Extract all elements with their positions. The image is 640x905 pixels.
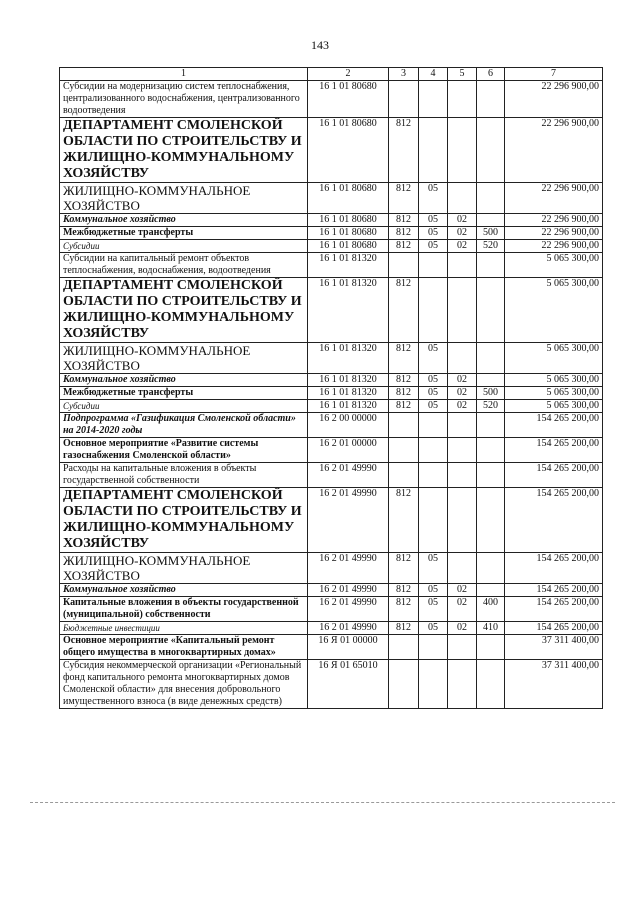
scan-edge-line — [30, 802, 615, 803]
amount-cell: 22 296 900,00 — [505, 240, 603, 253]
admin-code-cell: 812 — [389, 214, 419, 227]
target-code-cell: 16 1 01 80680 — [308, 81, 389, 118]
target-code-cell: 16 Я 01 00000 — [308, 635, 389, 660]
item-name-cell: Субсидии — [60, 400, 308, 413]
section-cell — [419, 118, 448, 183]
section-cell: 05 — [419, 584, 448, 597]
table-row — [60, 240, 603, 253]
expense-type-cell — [477, 413, 505, 438]
expense-type-cell: 400 — [477, 597, 505, 622]
table-row — [60, 553, 603, 584]
admin-code-cell — [389, 81, 419, 118]
subsection-cell — [448, 635, 477, 660]
section-cell — [419, 253, 448, 278]
expense-type-cell — [477, 553, 505, 584]
item-name-cell: Межбюджетные трансферты — [60, 227, 308, 240]
section-cell — [419, 438, 448, 463]
item-name-cell: ДЕПАРТАМЕНТ СМОЛЕНСКОЙ ОБЛАСТИ ПО СТРОИТЕЛЬСТВУ И ЖИЛИЩНО-КОММУНАЛЬНОМУ ХОЗЯЙСТВУ — [60, 118, 308, 183]
subsection-cell — [448, 118, 477, 183]
amount-cell: 154 265 200,00 — [505, 622, 603, 635]
subsection-cell — [448, 183, 477, 214]
table-row — [60, 463, 603, 488]
table-row — [60, 413, 603, 438]
expense-type-cell — [477, 81, 505, 118]
table-row — [60, 118, 603, 183]
target-code-cell: 16 2 01 00000 — [308, 438, 389, 463]
target-code-cell: 16 1 01 81320 — [308, 400, 389, 413]
header-cell: 2 — [308, 68, 389, 81]
target-code-cell: 16 2 00 00000 — [308, 413, 389, 438]
item-name-cell: Субсидия некоммерческой организации «Региональный фонд капитального ремонта многоквартирных домов Смоленской области» для внесения добровольного имущественного взноса (в виде денежных средств) — [60, 660, 308, 709]
subsection-cell: 02 — [448, 374, 477, 387]
header-cell: 3 — [389, 68, 419, 81]
section-cell: 05 — [419, 374, 448, 387]
admin-code-cell: 812 — [389, 183, 419, 214]
header-row — [60, 68, 603, 81]
section-cell — [419, 463, 448, 488]
expense-type-cell: 410 — [477, 622, 505, 635]
subsection-cell — [448, 553, 477, 584]
amount-cell: 154 265 200,00 — [505, 438, 603, 463]
admin-code-cell: 812 — [389, 400, 419, 413]
expense-type-cell — [477, 278, 505, 343]
target-code-cell: 16 1 01 80680 — [308, 214, 389, 227]
expense-type-cell — [477, 214, 505, 227]
expense-type-cell — [477, 438, 505, 463]
section-cell: 05 — [419, 597, 448, 622]
header-cell: 6 — [477, 68, 505, 81]
item-name-cell: ЖИЛИЩНО-КОММУНАЛЬНОЕ ХОЗЯЙСТВО — [60, 343, 308, 374]
item-name-cell: Межбюджетные трансферты — [60, 387, 308, 400]
table-row — [60, 438, 603, 463]
amount-cell: 37 311 400,00 — [505, 660, 603, 709]
target-code-cell: 16 1 01 80680 — [308, 227, 389, 240]
table-row — [60, 343, 603, 374]
section-cell — [419, 81, 448, 118]
subsection-cell — [448, 438, 477, 463]
admin-code-cell — [389, 413, 419, 438]
section-cell: 05 — [419, 400, 448, 413]
admin-code-cell: 812 — [389, 118, 419, 183]
item-name-cell: ЖИЛИЩНО-КОММУНАЛЬНОЕ ХОЗЯЙСТВО — [60, 183, 308, 214]
header-cell: 4 — [419, 68, 448, 81]
expense-type-cell: 520 — [477, 400, 505, 413]
table-row — [60, 278, 603, 343]
amount-cell: 5 065 300,00 — [505, 374, 603, 387]
subsection-cell: 02 — [448, 597, 477, 622]
subsection-cell: 02 — [448, 387, 477, 400]
amount-cell: 5 065 300,00 — [505, 278, 603, 343]
expense-type-cell — [477, 118, 505, 183]
item-name-cell: Основное мероприятие «Развитие системы газоснабжения Смоленской области» — [60, 438, 308, 463]
admin-code-cell: 812 — [389, 597, 419, 622]
target-code-cell: 16 2 01 49990 — [308, 597, 389, 622]
expense-type-cell — [477, 488, 505, 553]
amount-cell: 22 296 900,00 — [505, 227, 603, 240]
section-cell: 05 — [419, 214, 448, 227]
target-code-cell: 16 1 01 81320 — [308, 278, 389, 343]
expense-type-cell: 500 — [477, 387, 505, 400]
section-cell: 05 — [419, 622, 448, 635]
admin-code-cell: 812 — [389, 584, 419, 597]
expense-type-cell — [477, 660, 505, 709]
target-code-cell: 16 2 01 49990 — [308, 488, 389, 553]
amount-cell: 22 296 900,00 — [505, 214, 603, 227]
header-cell: 1 — [60, 68, 308, 81]
admin-code-cell — [389, 635, 419, 660]
header-cell: 5 — [448, 68, 477, 81]
table-row — [60, 183, 603, 214]
item-name-cell: Субсидии на капитальный ремонт объектов теплоснабжения, водоснабжения, водоотведения — [60, 253, 308, 278]
section-cell — [419, 660, 448, 709]
section-cell — [419, 413, 448, 438]
item-name-cell: Коммунальное хозяйство — [60, 374, 308, 387]
table-row — [60, 214, 603, 227]
section-cell — [419, 488, 448, 553]
expense-type-cell — [477, 463, 505, 488]
subsection-cell: 02 — [448, 584, 477, 597]
expense-type-cell — [477, 343, 505, 374]
amount-cell: 154 265 200,00 — [505, 488, 603, 553]
table-row — [60, 488, 603, 553]
table-row — [60, 387, 603, 400]
table-row — [60, 374, 603, 387]
amount-cell: 154 265 200,00 — [505, 463, 603, 488]
amount-cell: 154 265 200,00 — [505, 584, 603, 597]
item-name-cell: ДЕПАРТАМЕНТ СМОЛЕНСКОЙ ОБЛАСТИ ПО СТРОИТЕЛЬСТВУ И ЖИЛИЩНО-КОММУНАЛЬНОМУ ХОЗЯЙСТВУ — [60, 278, 308, 343]
target-code-cell: 16 1 01 81320 — [308, 343, 389, 374]
item-name-cell: ДЕПАРТАМЕНТ СМОЛЕНСКОЙ ОБЛАСТИ ПО СТРОИТЕЛЬСТВУ И ЖИЛИЩНО-КОММУНАЛЬНОМУ ХОЗЯЙСТВУ — [60, 488, 308, 553]
amount-cell: 5 065 300,00 — [505, 387, 603, 400]
subsection-cell: 02 — [448, 622, 477, 635]
section-cell: 05 — [419, 343, 448, 374]
target-code-cell: 16 2 01 49990 — [308, 553, 389, 584]
amount-cell: 22 296 900,00 — [505, 183, 603, 214]
target-code-cell: 16 1 01 80680 — [308, 183, 389, 214]
target-code-cell: 16 1 01 81320 — [308, 253, 389, 278]
table-row — [60, 622, 603, 635]
expense-type-cell: 520 — [477, 240, 505, 253]
amount-cell: 5 065 300,00 — [505, 253, 603, 278]
item-name-cell: Субсидии — [60, 240, 308, 253]
section-cell: 05 — [419, 183, 448, 214]
target-code-cell: 16 1 01 81320 — [308, 387, 389, 400]
admin-code-cell: 812 — [389, 387, 419, 400]
target-code-cell: 16 Я 01 65010 — [308, 660, 389, 709]
target-code-cell: 16 2 01 49990 — [308, 622, 389, 635]
admin-code-cell — [389, 660, 419, 709]
section-cell: 05 — [419, 553, 448, 584]
amount-cell: 37 311 400,00 — [505, 635, 603, 660]
admin-code-cell: 812 — [389, 343, 419, 374]
section-cell: 05 — [419, 227, 448, 240]
table-row — [60, 253, 603, 278]
admin-code-cell: 812 — [389, 553, 419, 584]
expense-type-cell — [477, 584, 505, 597]
table-row — [60, 400, 603, 413]
subsection-cell — [448, 413, 477, 438]
table-row — [60, 81, 603, 118]
target-code-cell: 16 1 01 80680 — [308, 240, 389, 253]
table-row — [60, 584, 603, 597]
subsection-cell: 02 — [448, 240, 477, 253]
admin-code-cell: 812 — [389, 278, 419, 343]
subsection-cell: 02 — [448, 227, 477, 240]
admin-code-cell — [389, 438, 419, 463]
target-code-cell: 16 2 01 49990 — [308, 463, 389, 488]
expense-type-cell — [477, 374, 505, 387]
admin-code-cell — [389, 253, 419, 278]
table-row — [60, 660, 603, 709]
item-name-cell: Коммунальное хозяйство — [60, 214, 308, 227]
admin-code-cell: 812 — [389, 488, 419, 553]
item-name-cell: Основное мероприятие «Капитальный ремонт общего имущества в многоквартирных домах» — [60, 635, 308, 660]
subsection-cell — [448, 488, 477, 553]
amount-cell: 154 265 200,00 — [505, 413, 603, 438]
table-row — [60, 597, 603, 622]
amount-cell: 154 265 200,00 — [505, 597, 603, 622]
item-name-cell: Субсидии на модернизацию систем теплоснабжения, централизованного водоснабжения, централизованного водоотведения — [60, 81, 308, 118]
expense-type-cell: 500 — [477, 227, 505, 240]
item-name-cell: Коммунальное хозяйство — [60, 584, 308, 597]
expense-type-cell — [477, 183, 505, 214]
budget-table — [59, 67, 603, 709]
admin-code-cell: 812 — [389, 240, 419, 253]
admin-code-cell: 812 — [389, 374, 419, 387]
admin-code-cell — [389, 463, 419, 488]
table-row — [60, 227, 603, 240]
admin-code-cell: 812 — [389, 227, 419, 240]
amount-cell: 154 265 200,00 — [505, 553, 603, 584]
subsection-cell — [448, 81, 477, 118]
subsection-cell — [448, 660, 477, 709]
amount-cell: 5 065 300,00 — [505, 400, 603, 413]
item-name-cell: Расходы на капитальные вложения в объекты государственной собственности — [60, 463, 308, 488]
target-code-cell: 16 1 01 80680 — [308, 118, 389, 183]
section-cell — [419, 278, 448, 343]
subsection-cell — [448, 463, 477, 488]
page-number: 143 — [311, 38, 329, 52]
target-code-cell: 16 2 01 49990 — [308, 584, 389, 597]
admin-code-cell: 812 — [389, 622, 419, 635]
subsection-cell — [448, 278, 477, 343]
item-name-cell: ЖИЛИЩНО-КОММУНАЛЬНОЕ ХОЗЯЙСТВО — [60, 553, 308, 584]
subsection-cell: 02 — [448, 400, 477, 413]
subsection-cell — [448, 343, 477, 374]
table-row — [60, 635, 603, 660]
subsection-cell: 02 — [448, 214, 477, 227]
expense-type-cell — [477, 635, 505, 660]
section-cell: 05 — [419, 387, 448, 400]
amount-cell: 5 065 300,00 — [505, 343, 603, 374]
expense-type-cell — [477, 253, 505, 278]
amount-cell: 22 296 900,00 — [505, 81, 603, 118]
item-name-cell: Капитальные вложения в объекты государственной (муниципальной) собственности — [60, 597, 308, 622]
item-name-cell: Подпрограмма «Газификация Смоленской области» на 2014-2020 годы — [60, 413, 308, 438]
amount-cell: 22 296 900,00 — [505, 118, 603, 183]
section-cell — [419, 635, 448, 660]
subsection-cell — [448, 253, 477, 278]
item-name-cell: Бюджетные инвестиции — [60, 622, 308, 635]
section-cell: 05 — [419, 240, 448, 253]
header-cell: 7 — [505, 68, 603, 81]
target-code-cell: 16 1 01 81320 — [308, 374, 389, 387]
